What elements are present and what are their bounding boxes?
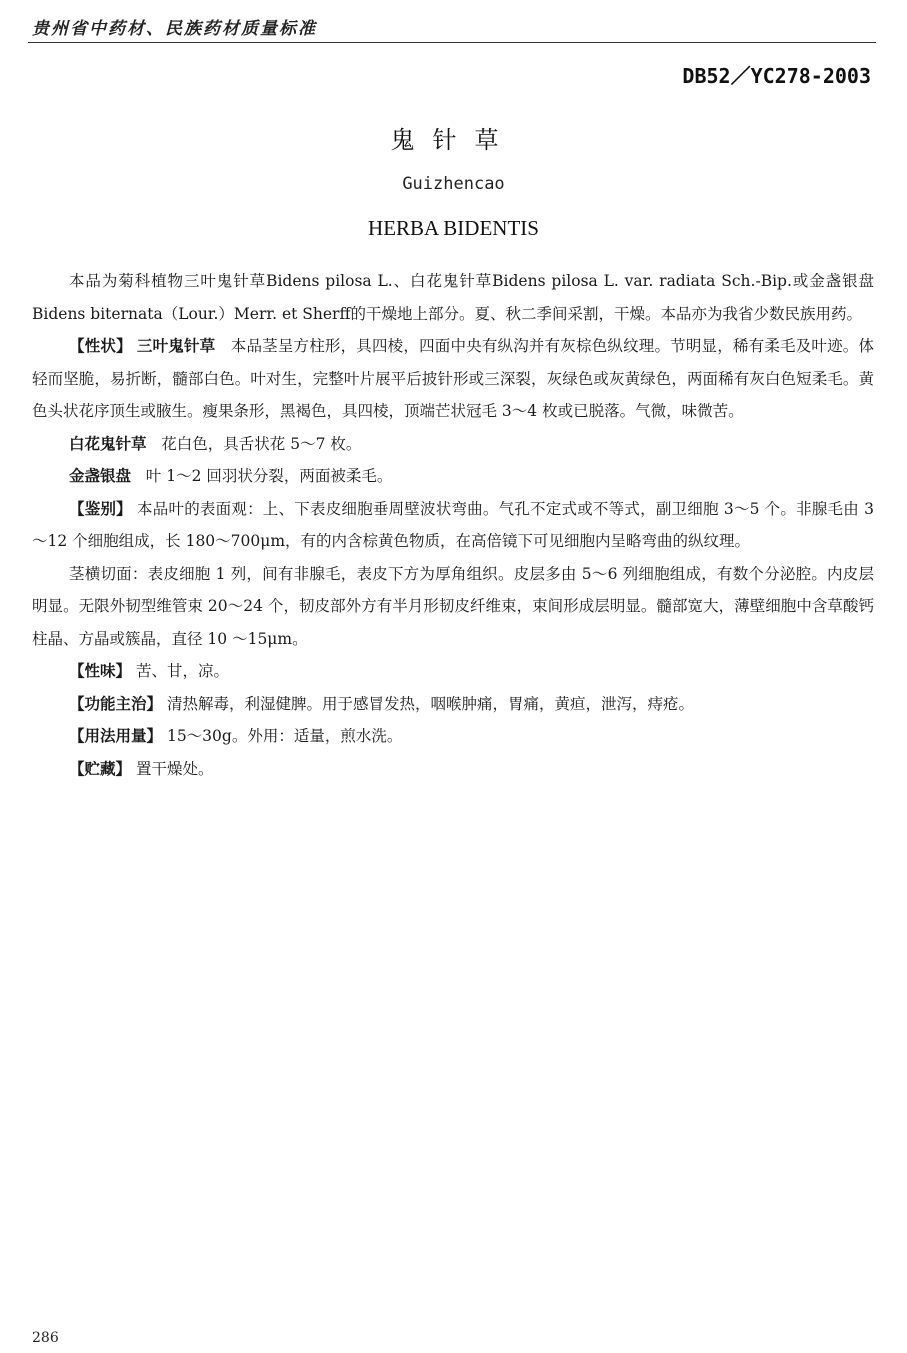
baihua-text: 花白色，具舌状花 5～7 枚。 bbox=[161, 434, 362, 453]
standard-code: DB52／YC278-2003 bbox=[682, 64, 871, 88]
storage-label: 【贮藏】 bbox=[69, 759, 132, 778]
header-divider bbox=[28, 42, 876, 43]
function-label: 【功能主治】 bbox=[69, 694, 163, 713]
stem-section-text: 茎横切面：表皮细胞 1 列，间有非腺毛，表皮下方为厚角组织。皮层多由 5～6 列细胞组成，有数个分泌腔。内皮层明显。无限外韧型维管束 20～24 个，韧皮部外方有半月形韧皮纤维束，束间形成层明显。髓部宽大，薄壁细胞中含草酸钙柱晶、方晶或簇晶，直径 10 ～15μm。 bbox=[32, 564, 874, 648]
identification-label: 【鉴别】 bbox=[69, 499, 132, 518]
nature-taste-label: 【性味】 bbox=[69, 662, 132, 680]
jinzhan-text: 叶 1～2 回羽状分裂，两面被柔毛。 bbox=[145, 467, 393, 485]
characteristics-paragraph bbox=[32, 330, 874, 428]
function-paragraph bbox=[32, 688, 874, 721]
page-number: 286 bbox=[32, 1330, 59, 1346]
nature-taste-paragraph bbox=[32, 655, 874, 688]
title-chinese: 鬼针草 bbox=[390, 126, 517, 154]
characteristics-sublabel: 三叶鬼针草 bbox=[136, 337, 216, 355]
title-latin: HERBA BIDENTIS bbox=[368, 216, 539, 240]
storage-paragraph bbox=[32, 753, 874, 786]
nature-taste-text: 苦、甘，凉。 bbox=[135, 662, 229, 680]
jinzhan-paragraph bbox=[32, 460, 874, 493]
intro-text: 本品为菊科植物三叶鬼针草Bidens pilosa L.、白花鬼针草Bidens pilosa L. var. radiata Sch.-Bip.或金盏银盘Bidens biternata（Lour.）Merr. et Sherff的干燥地上部分。夏、秋二季间采割，干燥。本品亦为我省少数民族用药。 bbox=[32, 272, 874, 323]
running-header-title: 贵州省中药材、民族药材质量标准 bbox=[32, 19, 317, 39]
title-pinyin: Guizhencao bbox=[402, 174, 505, 194]
baihua-paragraph bbox=[32, 428, 874, 461]
baihua-label: 白花鬼针草 bbox=[69, 434, 147, 453]
dosage-paragraph bbox=[32, 720, 874, 753]
function-text: 清热解毒，利湿健脾。用于感冒发热，咽喉肿痛，胃痛，黄疸，泄泻，痔疮。 bbox=[166, 694, 694, 713]
dosage-label: 【用法用量】 bbox=[69, 727, 163, 745]
characteristics-text: 本品茎呈方柱形，具四棱，四面中央有纵沟并有灰棕色纵纹理。节明显，稀有柔毛及叶迹。体轻而坚脆，易折断，髓部白色。叶对生，完整叶片展平后披针形或三深裂，灰绿色或灰黄绿色，两面稀有灰白色短柔毛。黄色头状花序顶生或腋生。瘦果条形，黑褐色，具四棱，顶端芒状冠毛 3～4 枚或已脱落。气微，味微苦。 bbox=[32, 337, 874, 420]
intro-paragraph bbox=[32, 265, 874, 330]
identification-paragraph bbox=[32, 493, 874, 558]
characteristics-label: 【性状】 bbox=[69, 337, 132, 355]
storage-text: 置干燥处。 bbox=[135, 759, 214, 778]
jinzhan-label: 金盏银盘 bbox=[69, 467, 132, 485]
monograph-body bbox=[32, 265, 874, 785]
dosage-text: 15～30g。外用：适量，煎水洗。 bbox=[166, 727, 403, 745]
stem-section-paragraph bbox=[32, 558, 874, 656]
identification-text: 本品叶的表面观：上、下表皮细胞垂周壁波状弯曲。气孔不定式或不等式，副卫细胞 3～5 个。非腺毛由 3～12 个细胞组成，长 180～700μm，有的内含棕黄色物质，在高倍镜下可见细胞内呈略弯曲的纵纹理。 bbox=[32, 499, 874, 550]
